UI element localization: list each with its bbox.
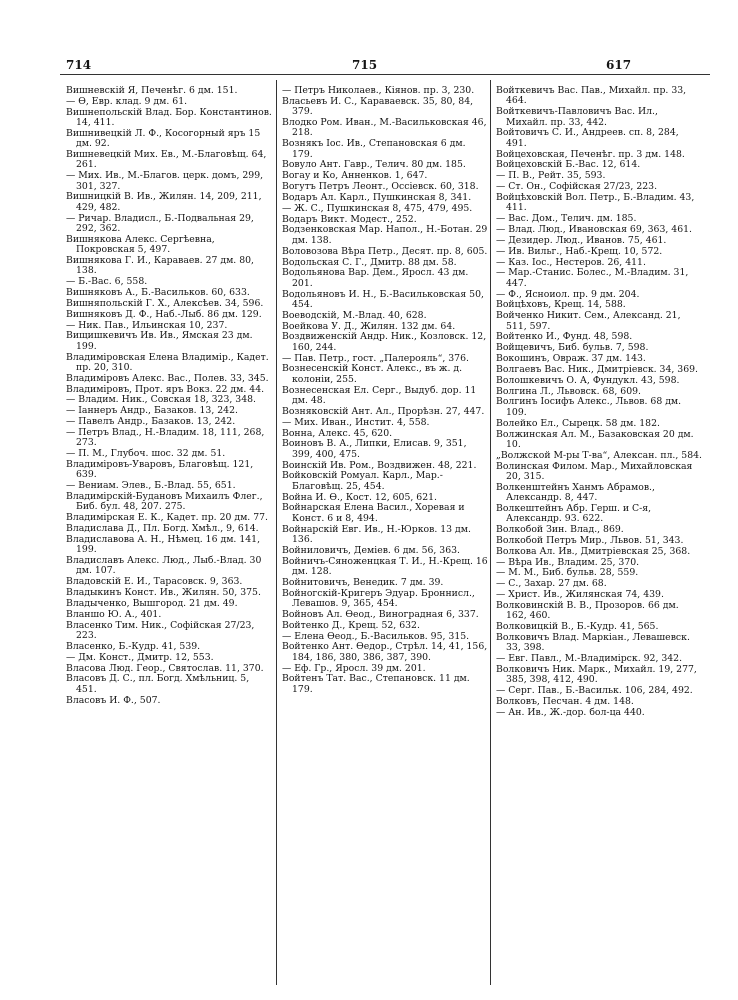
directory-entry: Владиславъ Алекс. Люд., Лыб.-Влад. 30 дм. 107. (66, 555, 262, 577)
directory-entry: Водаръ Ал. Карл., Пушкинская 8, 341. (282, 191, 472, 203)
directory-entry: — Евг. Павл., М.-Владимiрск. 92, 342. (496, 653, 683, 665)
directory-entry: — Серг. Пав., Б.-Васильк. 106, 284, 492. (496, 685, 693, 697)
directory-entry: Вишняковъ А., Б.-Васильков. 60, 633. (66, 287, 250, 299)
directory-entry: Возняковскiй Ант. Ал., Прорѣзн. 27, 447. (282, 405, 485, 417)
directory-entry: Войцѣховъ, Крещ. 14, 588. (496, 299, 626, 311)
directory-entry: Война И. Ѳ., Кост. 12, 605, 621. (282, 491, 437, 503)
directory-entry: Войтовичъ С. И., Андреев. сп. 8, 284, 491. (496, 127, 679, 149)
directory-entry: Вогау и Ко, Анненков. 1, 647. (282, 170, 428, 182)
directory-entry: Волгинъ Іосифъ Алекс., Львов. 68 дм. 109. (496, 396, 682, 418)
directory-entry: Воейкова У. Д., Жилян. 132 дм. 64. (282, 320, 456, 332)
directory-entry: Водаръ Викт. Модест., 252. (282, 213, 417, 225)
directory-entry: Волковинскiй В. В., Прозоров. 66 дм. 162, 460. (496, 600, 679, 622)
directory-entry: Войковскiй Ромуал. Карл., Мар.-Благовѣщ. 25, 454. (282, 470, 443, 492)
directory-entry: Вишнякова Г. И., Караваев. 27 дм. 80, 138. (66, 255, 255, 277)
directory-entry: Вишняпольскiй Г. Х., Алексѣев. 34, 596. (66, 297, 264, 309)
directory-entry: Владимiрская Е. К., Кадет. пр. 20 дм. 77. (66, 512, 269, 524)
directory-entry: Власьевъ И. С., Караваевск. 35, 80, 84, 379. (282, 95, 474, 118)
directory-entry: — Пав. Петр., гост. „Палерояль“, 376. (282, 352, 469, 364)
directory-entry: Войничъ-Сяноженцкая Т. И., Н.-Крещ. 16 дм. 128. (282, 555, 488, 577)
directory-entry: Войткевичъ-Павловичъ Вас. Ил., Михайл. пр. 33, 442. (496, 106, 658, 128)
directory-entry: — Ст. Он., Софiйская 27/23, 223. (496, 181, 658, 193)
directory-entry: — П. М., Глубоч. шос. 32 дм. 51. (66, 448, 226, 460)
directory-entry: — Владим. Ник., Совская 18, 323, 348. (66, 394, 256, 406)
directory-entry: — Влад. Люд., Ивановская 69, 363, 461. (496, 223, 692, 235)
column-separator-2 (490, 80, 491, 985)
directory-entry: — Каз. Іос., Нестеров. 26, 411. (496, 256, 646, 268)
directory-entry: Войтенъ Тат. Вас., Степановск. 11 дм. 179. (282, 673, 470, 695)
directory-entry: Вознесенская Ел. Серг., Выдуб. дор. 11 дм. 48. (282, 384, 477, 406)
directory-entry: Власенко Тим. Ник., Софiйская 27/23, 223. (66, 619, 255, 642)
directory-entry: Волковъ, Песчан. 4 дм. 148. (496, 696, 634, 708)
directory-entry: Волгина Л., Львовск. 68, 609. (496, 385, 641, 397)
directory-entry: Войниловичъ, Демiев. 6 дм. 56, 363. (282, 544, 461, 556)
directory-entry: Вищишкевичъ Ив. Ив., Ямская 23 дм. 199. (66, 330, 253, 352)
directory-entry: Вишницкiй В. Ив., Жилян. 14, 209, 211, 429, 482. (66, 191, 262, 213)
directory-entry: Вокошинъ, Оврaж. 37 дм. 143. (496, 353, 646, 365)
directory-entry: Вланшо Ю. А., 401. (66, 608, 162, 620)
directory-entry: — Петръ Влад., Н.-Владим. 18, 111, 268, 273. (66, 427, 265, 449)
directory-entry: Владимiровская Елена Владимiр., Кадет. пр. 20, 310. (66, 351, 269, 373)
directory-entry: Владислава Д., Пл. Богд. Хмѣл., 9, 614. (66, 523, 259, 535)
directory-entry: Водольянова Вар. Дем., Яросл. 43 дм. 201. (282, 267, 469, 289)
directory-entry: — Мих. Иван., Инстит. 4, 558. (282, 416, 430, 428)
directory-entry: Владимiровъ-Уваровъ, Благовѣщ. 121, 639. (66, 459, 254, 481)
directory-entry: — Христ. Ив., Жилянская 74, 439. (496, 589, 664, 601)
directory-entry: Войченко Никит. Сем., Александ. 21, 511, 597. (496, 310, 681, 332)
column-3 (496, 86, 702, 719)
directory-entry: — Ж. С., Пушкинская 8, 475, 479, 495. (282, 202, 473, 214)
directory-entry: — П. В., Рейт. 35, 593. (496, 170, 606, 182)
directory-entry: Волкештейнъ Абр. Герш. и С-я, Александр. 93. 622. (496, 502, 652, 525)
column-1 (66, 86, 272, 706)
directory-entry: — Ник. Пав., Ильинская 10, 237. (66, 319, 228, 331)
directory-entry: Воздвиженскiй Андр. Ник., Козловск. 12, 160, 244. (282, 331, 487, 353)
directory-entry: Волковичъ Ник. Марк., Михайл. 19, 277, 385, 398, 412, 490. (496, 664, 697, 686)
directory-entry: Войновъ Ал. Ѳеод., Виноградная 6, 337. (282, 608, 479, 620)
directory-entry: Водольская С. Г., Дмитр. 88 дм. 58. (282, 256, 457, 268)
directory-entry: Влодко Ром. Иван., М.-Васильковская 46, 218. (282, 117, 487, 139)
directory-entry: Водольяновъ И. Н., Б.-Васильковская 50, 454. (282, 288, 484, 310)
directory-entry: Волгаевъ Вас. Ник., Дмитрiевск. 34, 369. (496, 363, 698, 375)
column-2 (282, 86, 488, 696)
directory-entry: Власенко, Б.-Кудр. 41, 539. (66, 640, 201, 652)
directory-entry: Вишняковъ Д. Ф., Наб.-Лыб. 86 дм. 129. (66, 308, 262, 320)
directory-entry: Владыченко, Вышгород. 21 дм. 49. (66, 598, 238, 609)
directory-entry: Волошкевичъ О. А, Фундукл. 43, 598. (496, 374, 680, 386)
directory-entry: — Іаннеръ Андр., Базаков. 13, 242. (66, 405, 238, 417)
directory-entry: Волкобой Петръ Мир., Львов. 51, 343. (496, 534, 684, 546)
directory-entry: Власова Люд. Геор., Святослав. 11, 370. (66, 662, 264, 674)
directory-entry: — Мар.-Станис. Болес., М.-Владим. 31, 447. (496, 267, 689, 289)
page-number-left: 714 (66, 58, 92, 72)
directory-entry: Власовъ Д. С., пл. Богд. Хмѣльниц. 5, 451. (66, 673, 250, 695)
directory-entry: — Ф., Ясноиол. пр. 9 дм. 204. (496, 288, 640, 300)
directory-entry: Войтенко Ант. Ѳедор., Стрѣл. 14, 41, 156, 184, 186, 380, 386, 387, 390. (282, 641, 488, 663)
directory-entry: Войцеховскiй Б.-Вас. 12, 614. (496, 159, 641, 171)
directory-entry: Воловозова Вѣра Петр., Десят. пр. 8, 605. (282, 245, 488, 257)
directory-entry: — Еф. Гр., Яросл. 39 дм. 201. (282, 662, 426, 674)
directory-entry: Владимiровъ, Прот. яръ Вокз. 22 дм. 44. (66, 383, 265, 395)
page-number-right: 617 (606, 58, 632, 72)
directory-entry: Вишневецкiй Мих. Ев., М.-Благовѣщ. 64, 261. (66, 149, 267, 171)
directory-entry: Вознякъ Іос. Ив., Степановская 6 дм. 179. (282, 138, 466, 160)
directory-entry: Владовскiй Е. И., Тарасовск. 9, 363. (66, 576, 243, 588)
directory-entry: Волкова Ал. Ив., Дмитрiевская 25, 368. (496, 545, 691, 557)
directory-entry: Вознесенскiй Конст. Алекс., въ ж. д. колонiи, 255. (282, 363, 463, 385)
directory-entry: Вишнивецкiй Л. Ф., Косогорный яръ 15 дм. 92. (66, 127, 261, 150)
directory-entry: — Павелъ Андр., Базаков. 13, 242. (66, 416, 236, 428)
directory-entry: — Вѣра Ив., Владим. 25, 370. (496, 556, 640, 568)
directory-entry: Вогутъ Петръ Леонт., Оссiевск. 60, 318. (282, 181, 479, 193)
directory-entry: Волкобой Зин. Влад., 869. (496, 524, 624, 536)
directory-entry: Вишнякова Алекс. Сергѣевна, Покровская 5, 497. (66, 233, 215, 256)
directory-entry: Войтенко Д., Крещ. 52, 632. (282, 619, 420, 631)
directory-entry: Войцеховская, Печенѣг. пр. 3 дм. 148. (496, 148, 685, 160)
directory-entry: Владыкинъ Конст. Ив., Жилян. 50, 375. (66, 587, 261, 599)
directory-entry: Вовуло Ант. Гавр., Телич. 80 дм. 185. (282, 159, 466, 171)
directory-entry: — Вас. Дом., Телич. дм. 185. (496, 213, 637, 225)
directory-entry: — Ричар. Владисл., Б.-Подвальная 29, 292, 362. (66, 212, 254, 234)
directory-entry: Войткевичъ Вас. Пав., Михайл. пр. 33, 464. (496, 85, 687, 107)
directory-entry: — Елена Ѳеод., Б.-Васильков. 95, 315. (282, 630, 470, 642)
directory-entry: Волкенштейнъ Ханмъ Абрамов., Александр. 8, 447. (496, 481, 655, 504)
directory-entry: Войнарская Елена Васил., Хоревая и Конст. 6 и 8, 494. (282, 502, 465, 524)
directory-entry: — Б.-Вас. 6, 558. (66, 276, 148, 288)
directory-entry: Войцѣховскiй Вол. Петр., Б.-Владим. 43, 411. (496, 191, 695, 214)
directory-entry: Войногскiй-Кригеръ Эдуар. Броннисл., Левашов. 9, 365, 454. (282, 587, 475, 609)
directory-entry: — Мих. Ив., М.-Благов. церк. домъ, 299, 301, 327. (66, 170, 264, 192)
directory-entry: Вонна, Алекс. 45, 620. (282, 427, 393, 439)
directory-entry: Владиславова А. Н., Нѣмец. 16 дм. 141, 199. (66, 533, 261, 556)
directory-entry: — Ан. Ив., Ж.-дор. бол-ца 440. (496, 706, 645, 718)
directory-entry: — С., Захар. 27 дм. 68. (496, 578, 607, 590)
directory-entry: — Петръ Николаев., Кiянов. пр. 3, 230. (282, 85, 475, 96)
directory-entry: Вишневскiй Я, Печенѣг. 6 дм. 151. (66, 85, 238, 96)
header-rule (60, 74, 710, 75)
directory-entry: Волковичъ Влад. Маркiан., Левашевск. 33, 398. (496, 632, 690, 654)
page-number-center: 715 (352, 58, 378, 72)
directory-entry: Волинская Филом. Мар., Михайловская 20, 315. (496, 460, 693, 482)
column-separator-1 (276, 80, 277, 985)
directory-entry: — Дм. Конст., Дмитр. 12, 553. (66, 651, 214, 663)
directory-entry: Войтенко И., Фунд. 48, 598. (496, 331, 633, 343)
directory-entry: — Дезидер. Люд., Иванов. 75, 461. (496, 234, 667, 246)
directory-entry: — Ѳ, Евр. клад. 9 дм. 61. (66, 95, 188, 107)
directory-entry: Войнитовичъ, Венедик. 7 дм. 39. (282, 576, 444, 588)
directory-entry: Волейко Ел., Сырецк. 58 дм. 182. (496, 417, 660, 429)
directory-entry: Воиновъ В. А., Липки, Елисав. 9, 351, 399, 400, 475. (282, 438, 467, 460)
directory-entry: Владимiровъ Алекс. Вас., Полев. 33, 345. (66, 372, 269, 384)
directory-entry: Войнарскiй Евг. Ив., Н.-Юрков. 13 дм. 136. (282, 523, 471, 545)
directory-entry: Воинскiй Ив. Ром., Воздвижен. 48, 221. (282, 459, 477, 471)
directory-entry: Власовъ И. Ф., 507. (66, 694, 161, 706)
directory-entry: Вишнепольскiй Влад. Бор. Константинов. 14, 411. (66, 106, 272, 129)
directory-entry: Войщевичъ, Биб. бульв. 7, 598. (496, 342, 649, 354)
directory-entry: Водзенковская Мар. Напол., Н.-Ботан. 29 дм. 138. (282, 224, 488, 246)
directory-entry: — М. М., Биб. бульв. 28, 559. (496, 567, 639, 579)
directory-entry: „Волжской М-ры Т-ва“, Алексан. пл., 584. (496, 449, 703, 461)
directory-entry: — Ив. Вильг., Наб.-Крещ. 10, 572. (496, 245, 663, 257)
directory-entry: Волжинская Ал. М., Базаковская 20 дм. 10. (496, 428, 694, 450)
directory-entry: Владимiрскiй-Будановъ Михаилъ Флег., Биб. бул. 48, 207. 275. (66, 491, 263, 513)
directory-entry: Воеводскiй, М.-Влад. 40, 628. (282, 309, 427, 321)
directory-entry: Волковицкiй В., Б.-Кудр. 41, 565. (496, 621, 659, 633)
directory-entry: — Вениам. Элев., Б.-Влад. 55, 651. (66, 480, 236, 492)
